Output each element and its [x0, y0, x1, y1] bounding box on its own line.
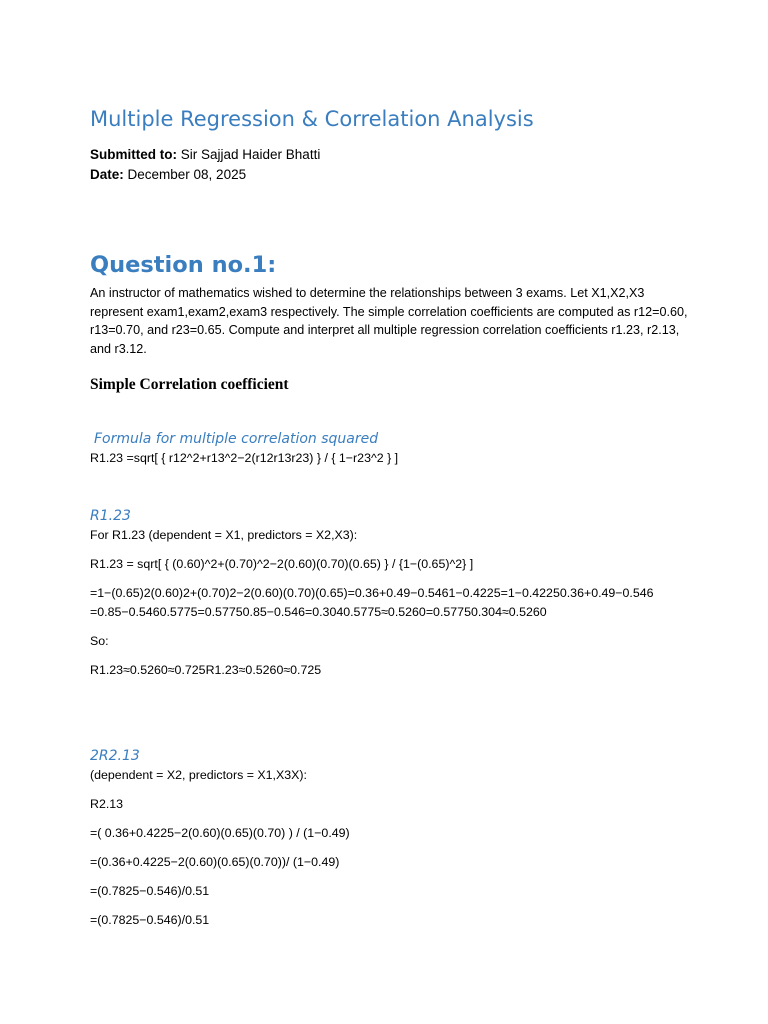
- r213-line-3: =( 0.36+0.4225−2(0.60)(0.65)(0.70) ) / (1−0.49): [90, 826, 350, 840]
- r213-line-4: =(0.36+0.4225−2(0.60)(0.65)(0.70))/ (1−0.49): [90, 855, 340, 869]
- r213-heading: 2R2.13: [90, 748, 140, 764]
- simple-correlation-heading: Simple Correlation coefficient: [90, 376, 289, 393]
- question-text: An instructor of mathematics wished to determine the relationships between 3 exams. Let X1,X2,X3 represent exam1,exam2,exam3 respectively. The simple correlation coefficients are computed as r12=0.60, r13=0.70, and r23=0.65. Compute and interpret all multiple regression correlation coefficients r1.23, r2.13, and r3.12.: [90, 286, 688, 356]
- r123-line-1: For R1.23 (dependent = X1, predictors = X2,X3):: [90, 528, 358, 542]
- submitted-to-line: [90, 147, 320, 162]
- r213-line-1: (dependent = X2, predictors = X1,X3X):: [90, 768, 307, 782]
- r123-line-4: =0.85−0.5460.5775=0.57750.85−0.546=0.3040.5775≈0.5260=0.57750.304≈0.5260: [90, 605, 547, 619]
- formula-heading: Formula for multiple correlation squared: [94, 431, 379, 447]
- r123-heading: R1.23: [90, 508, 131, 524]
- r213-line-6: =(0.7825−0.546)/0.51: [90, 913, 210, 927]
- question-heading: Question no.1:: [90, 252, 277, 278]
- r213-line-5: =(0.7825−0.546)/0.51: [90, 884, 210, 898]
- r123-line-2: R1.23 = sqrt[ { (0.60)^2+(0.70)^2−2(0.60)(0.70)(0.65) } / {1−(0.65)^2} ]: [90, 557, 474, 571]
- submitted-to-label: Submitted to:: [90, 147, 177, 162]
- r213-line-2: R2.13: [90, 797, 124, 811]
- document-title: Multiple Regression & Correlation Analysis: [90, 107, 534, 131]
- date-label: Date:: [90, 167, 124, 182]
- r123-line-3: =1−(0.65)2(0.60)2+(0.70)2−2(0.60)(0.70)(0.65)=0.36+0.49−0.5461−0.4225=1−0.42250.36+0.49−0.546: [90, 586, 654, 600]
- submitted-to-value: Sir Sajjad Haider Bhatti: [177, 147, 321, 162]
- r123-line-6: R1.23≈0.5260≈0.725R1.23≈0.5260≈0.725: [90, 663, 322, 677]
- date-line: [90, 167, 246, 182]
- date-value: December 08, 2025: [123, 167, 247, 182]
- r123-line-5: So:: [90, 634, 109, 648]
- formula-line: R1.23 =sqrt[ { r12^2+r13^2−2(r12r13r23) } / { 1−r23^2 } ]: [90, 451, 399, 465]
